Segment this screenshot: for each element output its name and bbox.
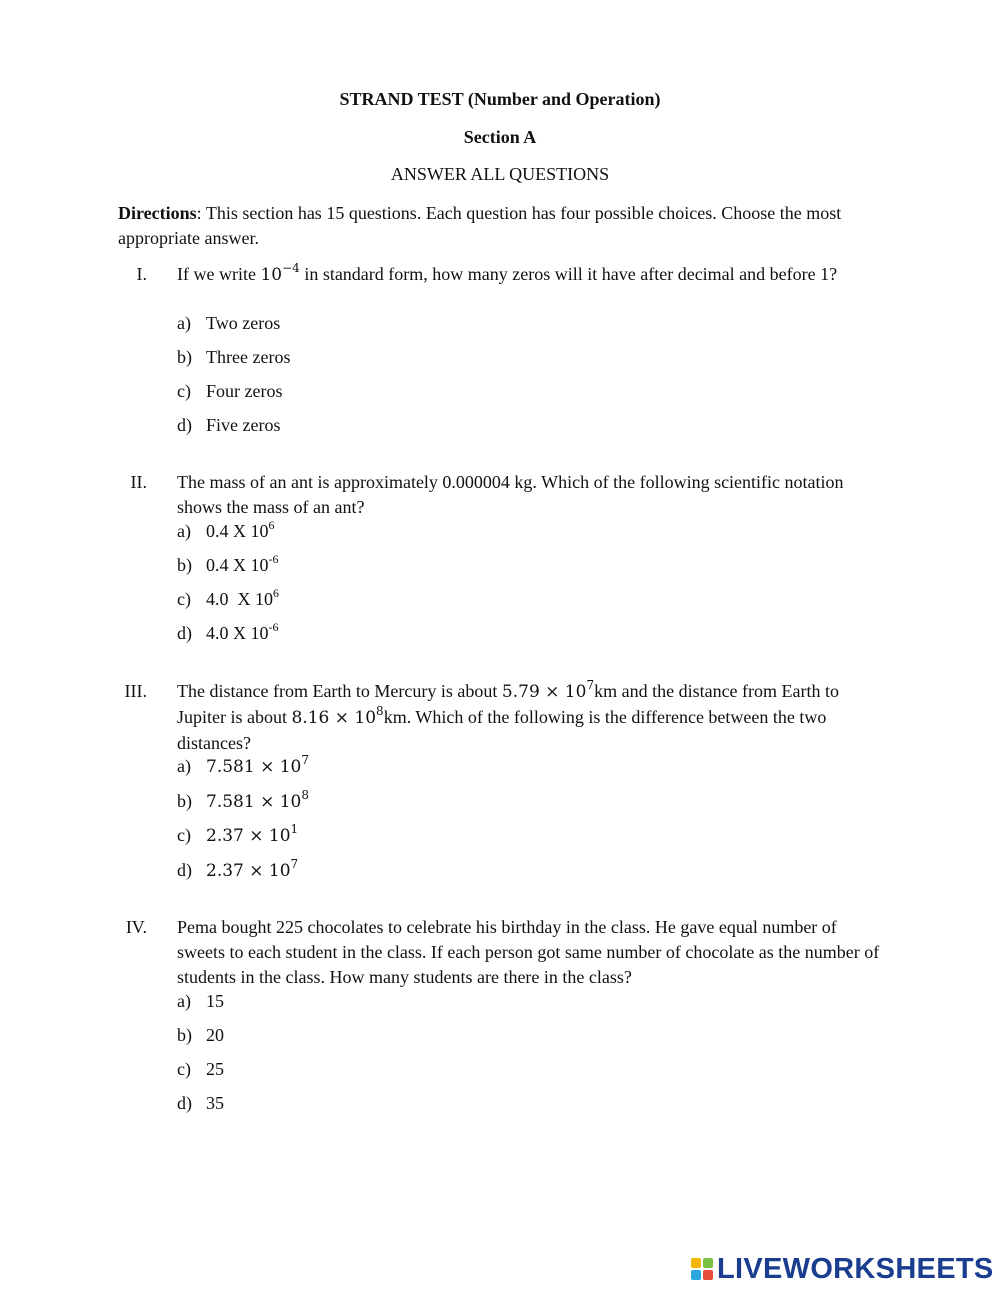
logo-text: LIVEWORKSHEETS bbox=[717, 1252, 994, 1285]
instruction-heading: ANSWER ALL QUESTIONS bbox=[390, 164, 610, 184]
question-text: The mass of an ant is approximately 0.000004 kg. Which of the following scientific notation shows the mass of an ant? bbox=[177, 472, 844, 517]
math-expression: $10^{-4}$ bbox=[260, 261, 300, 285]
logo-tile bbox=[703, 1258, 713, 1268]
option-c[interactable]: c) $2.37 \times 10^1$ bbox=[177, 822, 299, 846]
option-b[interactable]: b) $7.581 \times 10^8$ bbox=[177, 788, 309, 812]
question-number: IV. bbox=[125, 917, 147, 937]
question-text: The distance from Earth to Mercury is about $5.79 \times 10^7km$ and the distance from Earth to Jupiter is about $8.16 \times 10^8km$. Which of the following is the difference between the two distances? bbox=[177, 678, 840, 753]
math-expression: $8.16 \times 10^8$ bbox=[291, 704, 384, 728]
directions-paragraph bbox=[118, 201, 888, 251]
section-heading: Section A bbox=[463, 127, 537, 147]
directions-text: : This section has 15 questions. Each question has four possible choices. Choose the most appropriate answer. bbox=[118, 203, 842, 248]
logo-mark-icon bbox=[691, 1258, 713, 1280]
option-a[interactable]: a) Two zeros bbox=[177, 313, 281, 333]
question-number: II. bbox=[130, 472, 147, 492]
logo-tile bbox=[703, 1270, 713, 1280]
option-d[interactable]: d) 4.0 X $10^{-6}$ bbox=[177, 620, 279, 643]
option-a[interactable]: a) 15 bbox=[177, 991, 224, 1011]
question-number: I. bbox=[136, 264, 147, 284]
option-c[interactable]: c) 25 bbox=[177, 1059, 224, 1079]
logo-tile bbox=[691, 1270, 701, 1280]
option-c[interactable]: c) Four zeros bbox=[177, 381, 283, 401]
directions-label: Directions bbox=[118, 203, 197, 223]
option-c[interactable]: c) 4.0 X $10^6$ bbox=[177, 586, 279, 609]
logo-tile bbox=[691, 1258, 701, 1268]
option-a[interactable]: a) 0.4 X $10^6$ bbox=[177, 518, 275, 541]
option-b[interactable]: b) 20 bbox=[177, 1025, 224, 1045]
liveworksheets-logo bbox=[691, 1254, 994, 1284]
option-b[interactable]: b) 0.4 X $10^{-6}$ bbox=[177, 552, 279, 575]
math-expression: $5.79 \times 10^7$ bbox=[501, 678, 595, 702]
question-number: III. bbox=[124, 681, 147, 701]
option-d[interactable]: d) Five zeros bbox=[177, 415, 281, 435]
option-a[interactable]: a) $7.581 \times 10^7$ bbox=[177, 753, 309, 777]
question-text: If we write $10^{-4}$ in standard form, how many zeros will it have after decimal and before 1? bbox=[177, 261, 838, 285]
option-d[interactable]: d) $2.37 \times 10^7$ bbox=[177, 857, 299, 881]
option-d[interactable]: d) 35 bbox=[177, 1093, 224, 1113]
question-text: Pema bought 225 chocolates to celebrate his birthday in the class. He gave equal number of sweets to each student in the class. If each person got same number of chocolate as the number of students in the class. How many students are there in the class? bbox=[177, 917, 880, 987]
page-title: STRAND TEST (Number and Operation) bbox=[339, 89, 661, 109]
option-b[interactable]: b) Three zeros bbox=[177, 347, 291, 367]
